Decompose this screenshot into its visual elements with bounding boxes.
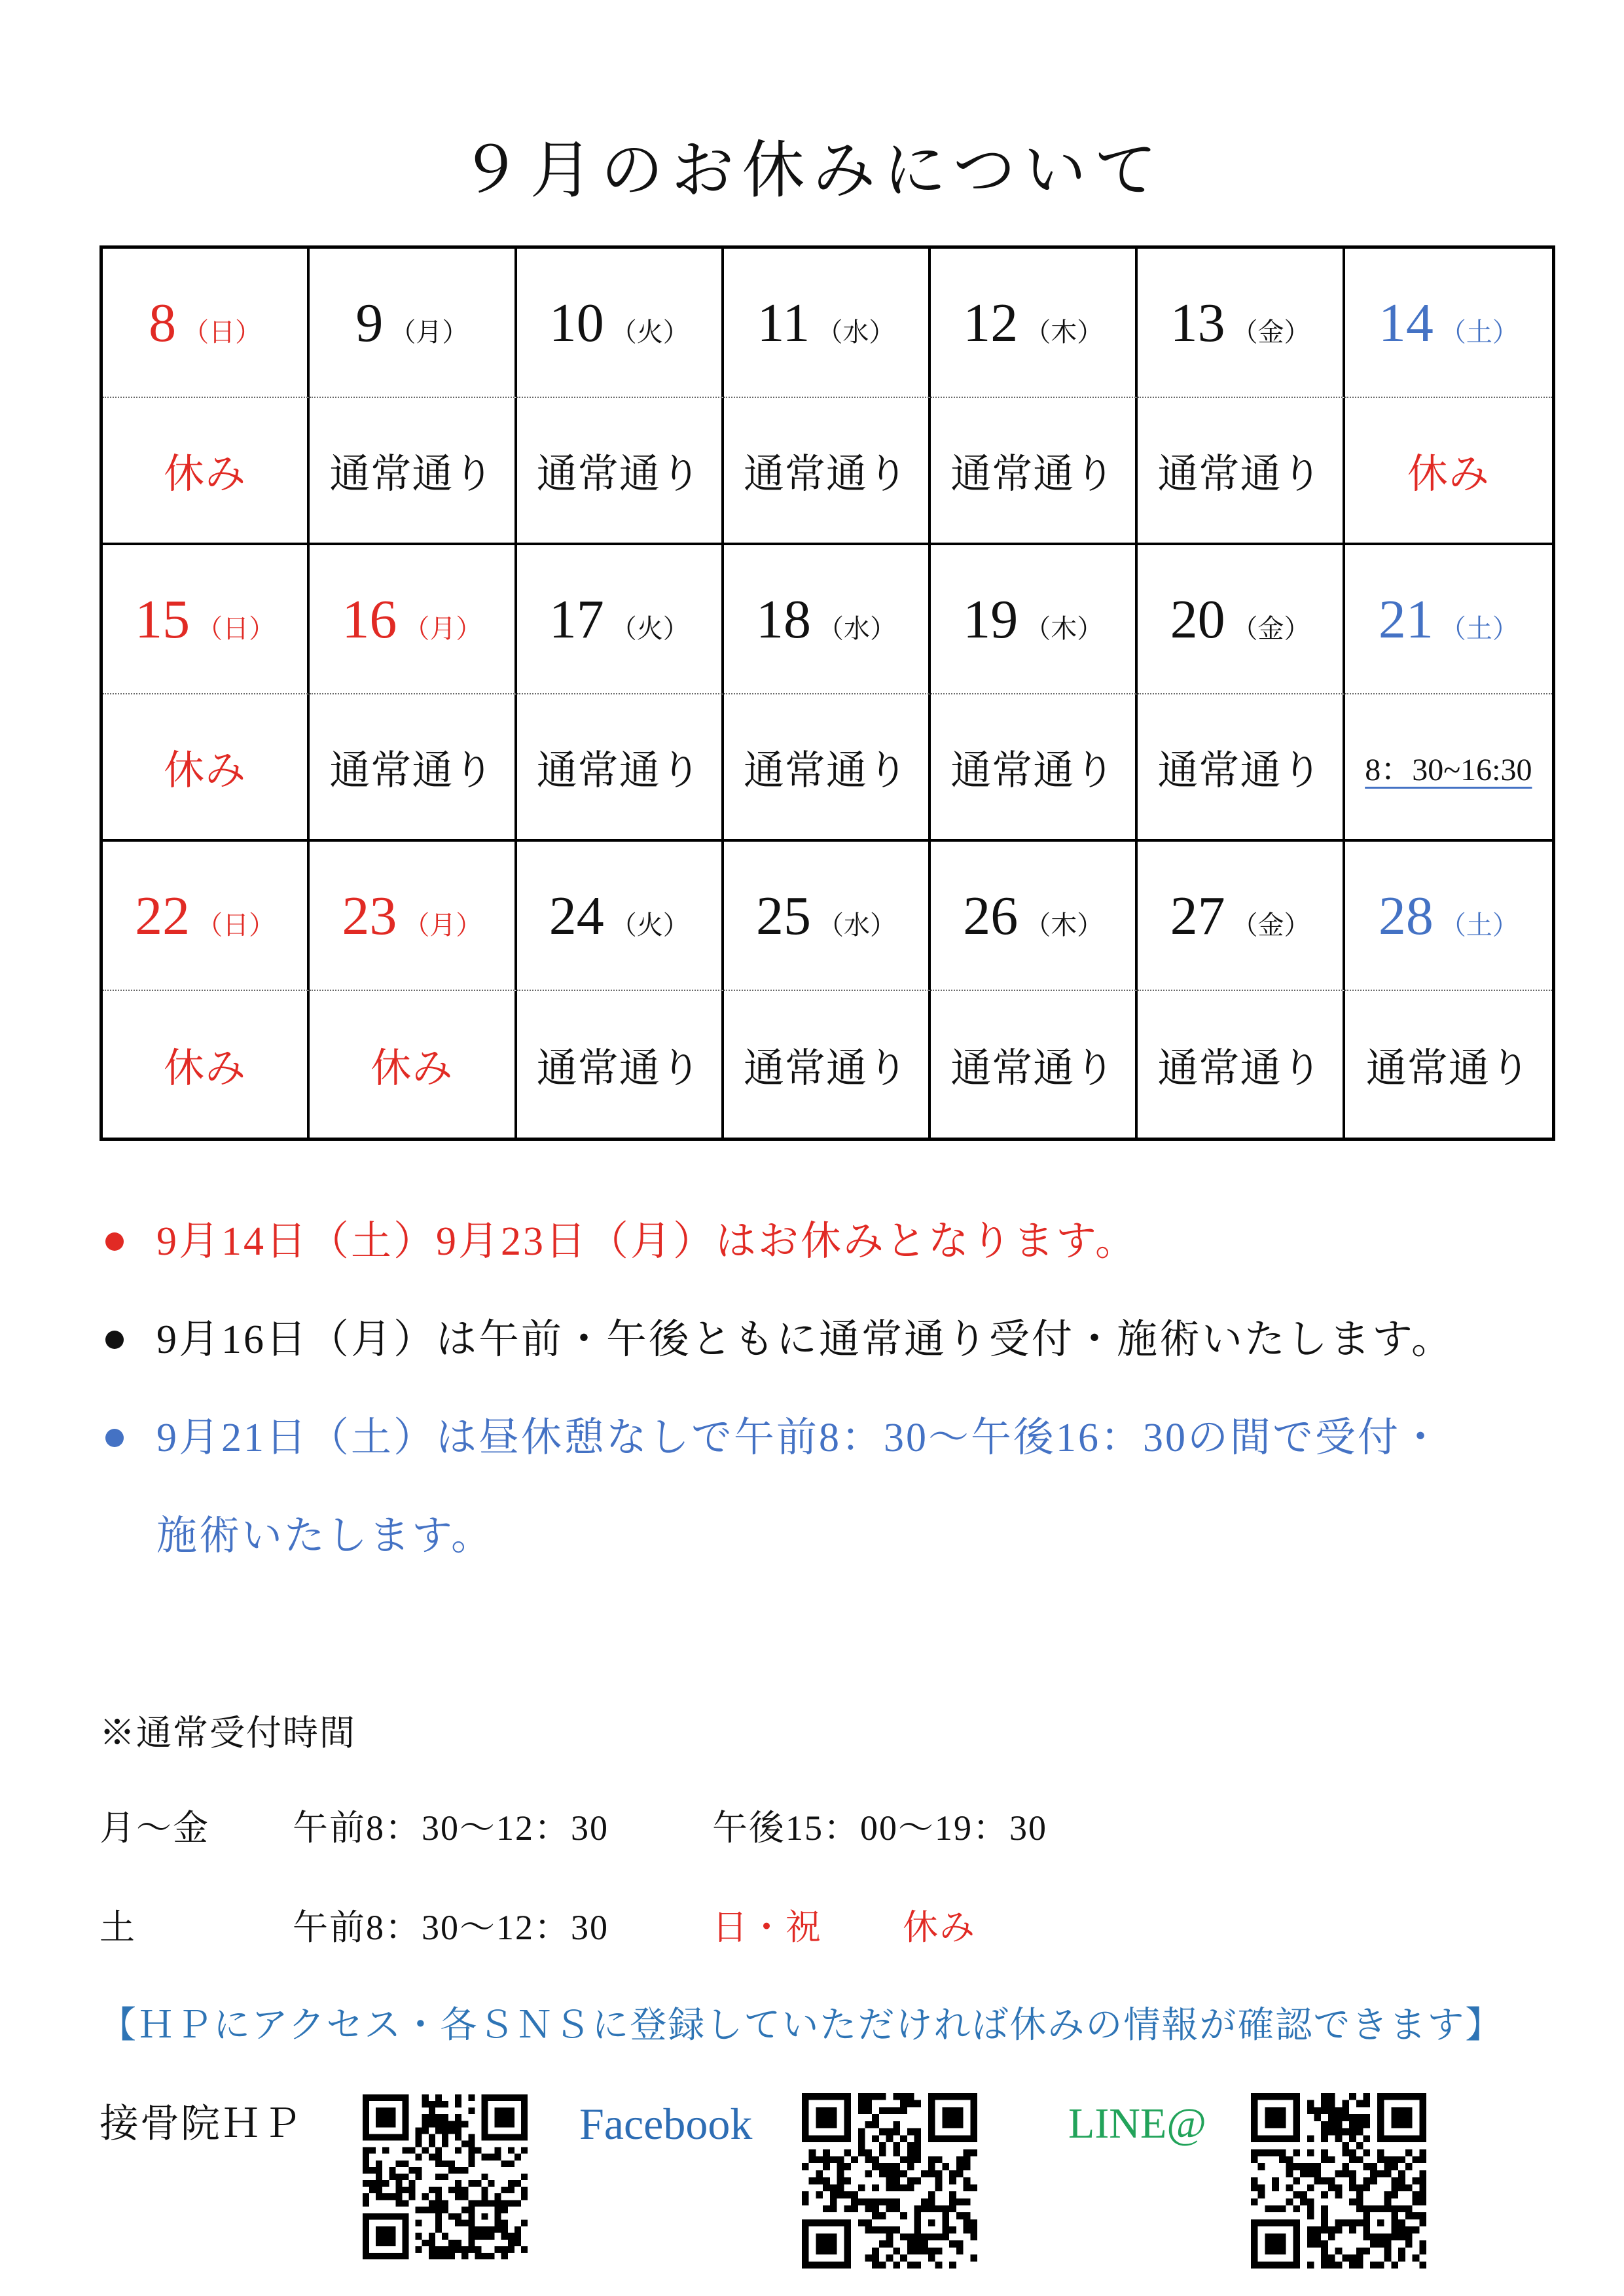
date-label bbox=[1170, 291, 1310, 355]
status-cell bbox=[103, 991, 310, 1138]
day-status: 通常通り bbox=[1365, 1046, 1531, 1091]
day-status: 通常通り bbox=[743, 749, 909, 793]
bullet-dot bbox=[105, 1429, 124, 1447]
date-label bbox=[963, 884, 1103, 948]
status-cell bbox=[724, 694, 931, 842]
day-of-week: （水） bbox=[816, 317, 895, 347]
day-status: 休み bbox=[164, 1046, 247, 1091]
hours-saturday-days: 土 bbox=[99, 1908, 136, 1947]
note-text: 9月14日（土）9月23日（月）はお休みとなります。 bbox=[156, 1219, 1138, 1264]
hours-weekday-pm: 午後15：00～19：30 bbox=[712, 1808, 1047, 1848]
sns-notice: 【ＨＰにアクセス・各ＳＮＳに登録していただければ休みの情報が確認できます】 bbox=[99, 2005, 1504, 2046]
day-status: 休み bbox=[1407, 452, 1490, 497]
day-status: 通常通り bbox=[950, 452, 1116, 497]
day-of-week: （日） bbox=[196, 910, 276, 940]
status-cell bbox=[310, 398, 516, 545]
note-holidays bbox=[99, 1193, 1605, 1291]
day-of-week: （金） bbox=[1231, 613, 1310, 643]
date-number: 14 bbox=[1378, 292, 1434, 353]
day-of-week: （日） bbox=[196, 613, 276, 643]
status-cell bbox=[103, 398, 310, 545]
date-cell bbox=[310, 842, 516, 991]
day-status: 休み bbox=[164, 749, 247, 793]
day-of-week: （金） bbox=[1231, 317, 1310, 347]
date-number: 13 bbox=[1170, 292, 1225, 353]
day-of-week: （月） bbox=[403, 613, 482, 643]
status-cell bbox=[1345, 991, 1552, 1138]
date-label bbox=[756, 884, 896, 948]
date-label bbox=[549, 291, 689, 355]
date-number: 8 bbox=[149, 292, 177, 353]
date-cell bbox=[1345, 249, 1552, 398]
date-label bbox=[757, 291, 895, 355]
status-cell bbox=[724, 991, 931, 1138]
date-label bbox=[1379, 291, 1519, 355]
day-status: 通常通り bbox=[1157, 1046, 1323, 1091]
hours-closed-label: 休み bbox=[903, 1908, 976, 1947]
status-cell bbox=[517, 991, 724, 1138]
day-status: 8：30~16:30 bbox=[1365, 753, 1532, 787]
day-status: 休み bbox=[164, 452, 247, 497]
date-cell bbox=[517, 842, 724, 991]
date-label bbox=[963, 588, 1103, 651]
day-of-week: （木） bbox=[1024, 613, 1104, 643]
date-cell bbox=[103, 249, 310, 398]
date-label bbox=[549, 884, 689, 948]
bullet-dot bbox=[105, 1331, 124, 1349]
status-cell bbox=[1138, 398, 1344, 545]
status-cell bbox=[103, 694, 310, 842]
status-cell bbox=[1138, 694, 1344, 842]
date-cell bbox=[310, 249, 516, 398]
date-number: 12 bbox=[963, 292, 1019, 353]
status-cell bbox=[1345, 398, 1552, 545]
date-label bbox=[1170, 884, 1310, 948]
date-cell bbox=[1138, 545, 1344, 694]
date-cell bbox=[103, 545, 310, 694]
qr-code-hp bbox=[363, 2094, 528, 2259]
date-label bbox=[1379, 884, 1519, 948]
hours-weekday-days: 月～金 bbox=[99, 1808, 209, 1848]
date-cell bbox=[724, 545, 931, 694]
day-of-week: （土） bbox=[1439, 613, 1519, 643]
day-status: 休み bbox=[370, 1046, 454, 1091]
date-label bbox=[149, 291, 261, 355]
date-label bbox=[549, 588, 689, 651]
hours-closed-days: 日・祝 bbox=[712, 1908, 822, 1947]
date-number: 16 bbox=[342, 588, 397, 650]
day-status: 通常通り bbox=[536, 749, 702, 793]
date-label bbox=[342, 588, 482, 651]
date-number: 26 bbox=[963, 885, 1019, 946]
qr-code-facebook bbox=[802, 2093, 977, 2269]
date-number: 19 bbox=[963, 588, 1019, 650]
date-label bbox=[1379, 588, 1519, 651]
day-of-week: （水） bbox=[817, 613, 896, 643]
status-cell bbox=[517, 694, 724, 842]
date-label bbox=[135, 588, 275, 651]
note-text: 9月16日（月）は午前・午後ともに通常通り受付・施術いたします。 bbox=[156, 1318, 1454, 1362]
clinic-hp-label: 接骨院ＨＰ bbox=[99, 2102, 302, 2145]
date-cell bbox=[103, 842, 310, 991]
day-status: 通常通り bbox=[743, 1046, 909, 1091]
status-cell bbox=[310, 694, 516, 842]
date-number: 28 bbox=[1378, 885, 1434, 946]
calendar-table bbox=[99, 245, 1555, 1141]
date-number: 10 bbox=[549, 292, 604, 353]
date-cell bbox=[931, 249, 1138, 398]
page-title: ９月のお休みについて bbox=[459, 135, 1165, 206]
date-cell bbox=[1345, 545, 1552, 694]
status-cell bbox=[724, 398, 931, 545]
bullet-dot bbox=[105, 1232, 124, 1251]
day-status: 通常通り bbox=[329, 452, 495, 497]
date-cell bbox=[310, 545, 516, 694]
status-cell bbox=[931, 398, 1138, 545]
date-label bbox=[1170, 588, 1310, 651]
status-cell bbox=[931, 991, 1138, 1138]
date-number: 25 bbox=[755, 885, 811, 946]
day-of-week: （木） bbox=[1024, 910, 1104, 940]
hours-weekday-am: 午前8：30～12：30 bbox=[293, 1808, 609, 1848]
day-of-week: （土） bbox=[1439, 317, 1519, 347]
date-label bbox=[135, 884, 275, 948]
date-cell bbox=[1345, 842, 1552, 991]
date-number: 20 bbox=[1170, 588, 1225, 650]
note-text: 9月21日（土）は昼休憩なしで午前8：30～午後16：30の間で受付・ bbox=[156, 1416, 1443, 1460]
date-number: 22 bbox=[135, 885, 190, 946]
date-number: 24 bbox=[549, 885, 604, 946]
date-number: 15 bbox=[135, 588, 190, 650]
day-of-week: （月） bbox=[403, 910, 482, 940]
day-of-week: （土） bbox=[1439, 910, 1519, 940]
day-of-week: （日） bbox=[183, 317, 262, 347]
hours-saturday-am: 午前8：30～12：30 bbox=[293, 1908, 609, 1947]
day-of-week: （月） bbox=[389, 317, 469, 347]
status-cell bbox=[1345, 694, 1552, 842]
status-cell bbox=[931, 694, 1138, 842]
day-of-week: （火） bbox=[610, 613, 689, 643]
date-number: 11 bbox=[757, 292, 810, 353]
facebook-label: Facebook bbox=[579, 2099, 753, 2149]
status-cell bbox=[517, 398, 724, 545]
date-number: 27 bbox=[1170, 885, 1225, 946]
qr-code-line bbox=[1251, 2093, 1426, 2269]
day-of-week: （火） bbox=[610, 317, 689, 347]
day-status: 通常通り bbox=[1157, 749, 1323, 793]
day-status: 通常通り bbox=[536, 452, 702, 497]
day-of-week: （木） bbox=[1024, 317, 1104, 347]
date-label bbox=[355, 291, 468, 355]
date-number: 17 bbox=[549, 588, 604, 650]
date-number: 21 bbox=[1378, 588, 1434, 650]
note-text-continued: 施術いたします。 bbox=[156, 1514, 494, 1558]
date-cell bbox=[1138, 249, 1344, 398]
date-cell bbox=[724, 842, 931, 991]
note-saturday-hours bbox=[99, 1389, 1605, 1585]
date-label bbox=[963, 291, 1103, 355]
date-cell bbox=[724, 249, 931, 398]
date-number: 23 bbox=[342, 885, 397, 946]
date-number: 9 bbox=[355, 292, 384, 353]
date-number: 18 bbox=[755, 588, 811, 650]
day-status: 通常通り bbox=[950, 749, 1116, 793]
day-status: 通常通り bbox=[1157, 452, 1323, 497]
day-of-week: （火） bbox=[610, 910, 689, 940]
date-cell bbox=[931, 545, 1138, 694]
date-label bbox=[342, 884, 482, 948]
date-label bbox=[756, 588, 896, 651]
date-cell bbox=[931, 842, 1138, 991]
day-of-week: （水） bbox=[817, 910, 896, 940]
day-status: 通常通り bbox=[743, 452, 909, 497]
status-cell bbox=[310, 991, 516, 1138]
date-cell bbox=[1138, 842, 1344, 991]
status-cell bbox=[1138, 991, 1344, 1138]
line-label: LINE@ bbox=[1068, 2100, 1207, 2147]
date-cell bbox=[517, 545, 724, 694]
day-of-week: （金） bbox=[1231, 910, 1310, 940]
day-status: 通常通り bbox=[536, 1046, 702, 1091]
hours-heading: ※通常受付時間 bbox=[99, 1713, 356, 1753]
note-regular-day bbox=[99, 1291, 1605, 1389]
day-status: 通常通り bbox=[329, 749, 495, 793]
day-status: 通常通り bbox=[950, 1046, 1116, 1091]
date-cell bbox=[517, 249, 724, 398]
